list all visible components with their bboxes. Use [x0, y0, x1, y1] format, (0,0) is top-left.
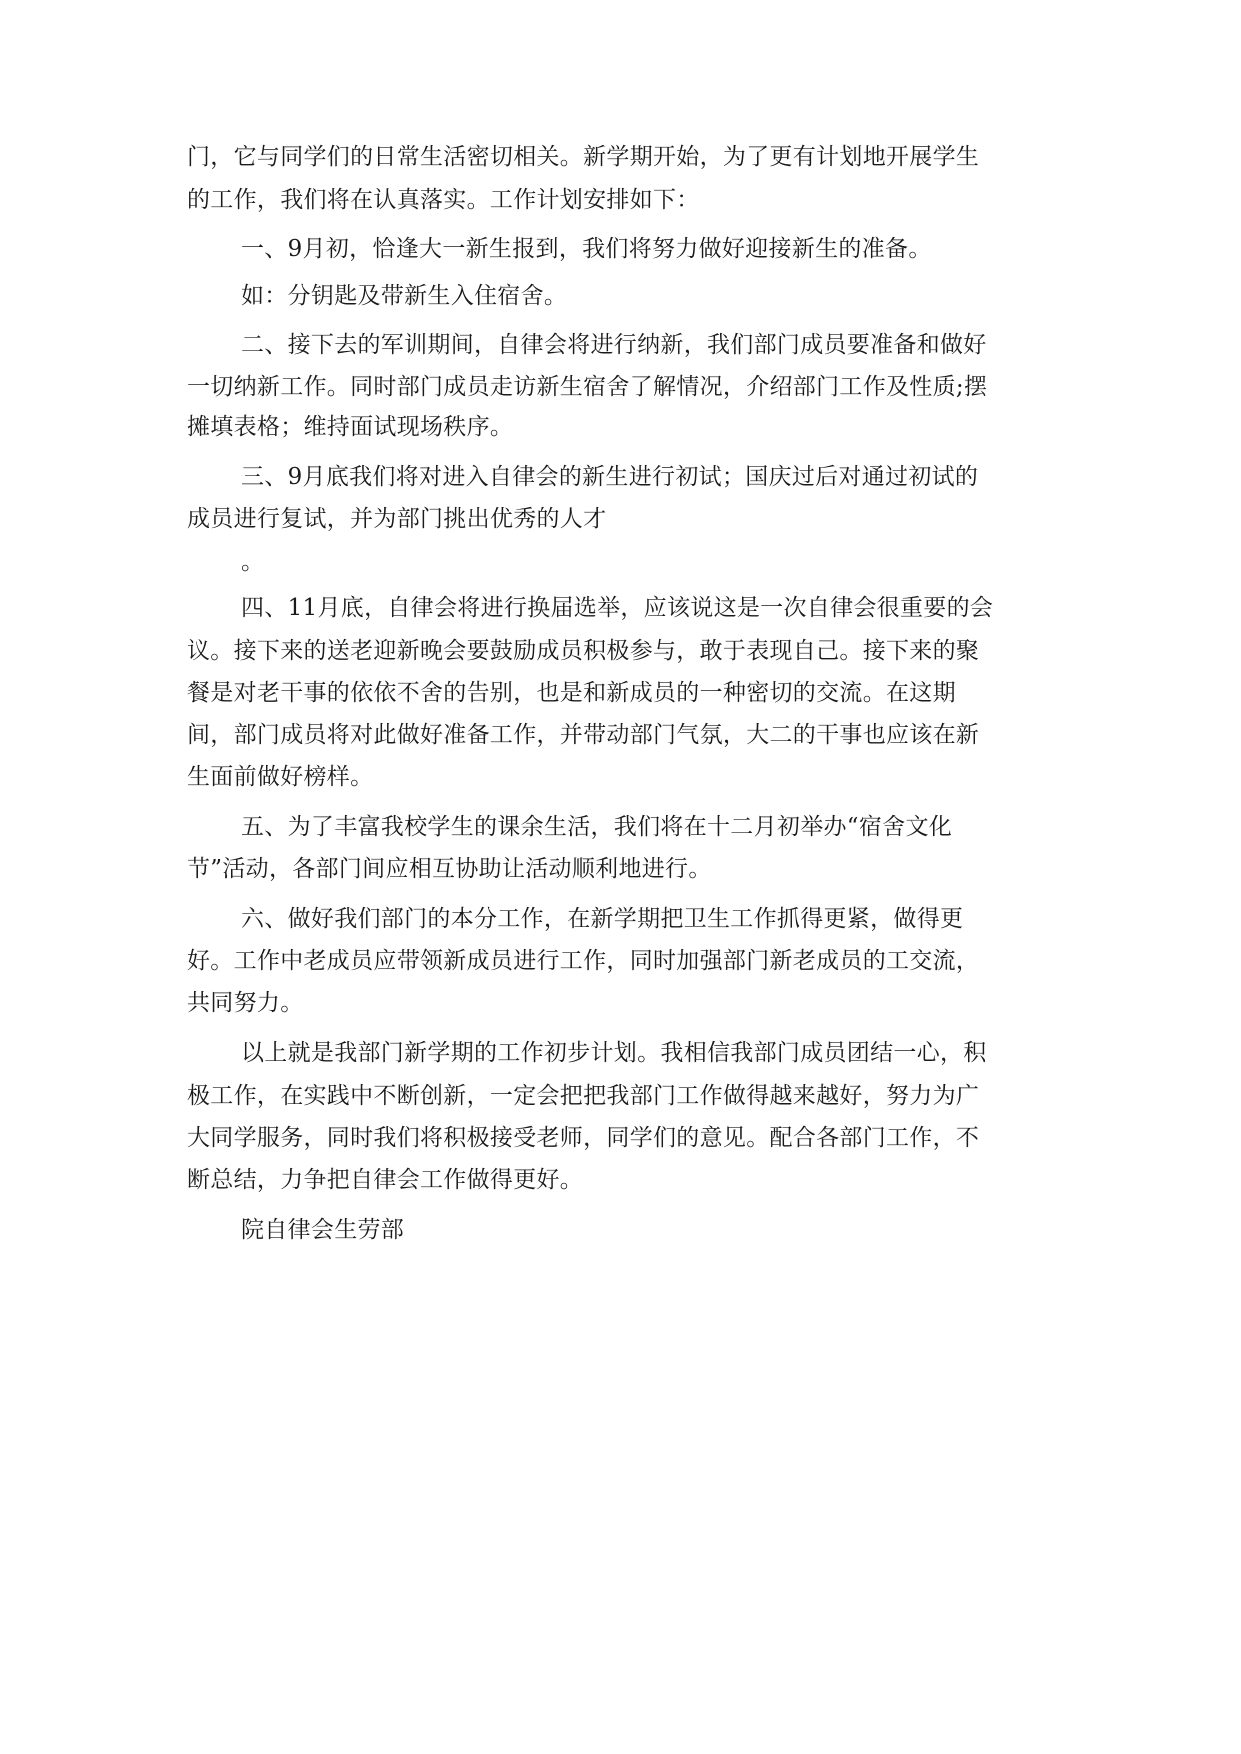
paragraph-line: 好。工作中老成员应带领新成员进行工作，同时加强部门新老成员的工交流，	[187, 948, 980, 974]
paragraph-line: 如：分钥匙及带新生入住宿舍。	[241, 283, 568, 309]
paragraph-line: 三、9月底我们将对进入自律会的新生进行初试；国庆过后对通过初试的	[241, 464, 979, 490]
paragraph-line: 断总结，力争把自律会工作做得更好。	[187, 1167, 584, 1193]
paragraph-line: 的工作，我们将在认真落实。工作计划安排如下：	[187, 187, 700, 213]
paragraph-line: 节”活动，各部门间应相互协助让活动顺利地进行。	[187, 856, 712, 882]
paragraph-line: 极工作，在实践中不断创新，一定会把把我部门工作做得越来越好，努力为广	[187, 1083, 980, 1109]
paragraph-line: 四、11月底，自律会将进行换届选举，应该说这是一次自律会很重要的会	[241, 595, 994, 621]
paragraph-line: 一、9月初，恰逢大一新生报到，我们将努力做好迎接新生的准备。	[241, 236, 932, 262]
paragraph-line: 餐是对老干事的依依不舍的告别，也是和新成员的一种密切的交流。在这期	[187, 680, 956, 706]
paragraph-line: 一切纳新工作。同时部门成员走访新生宿舍了解情况，介绍部门工作及性质;摆	[187, 374, 988, 400]
paragraph-line: 共同努力。	[187, 990, 304, 1016]
paragraph-line: 生面前做好榜样。	[187, 764, 374, 790]
paragraph-line: 。	[241, 549, 265, 575]
paragraph-line: 五、为了丰富我校学生的课余生活，我们将在十二月初举办“宿舍文化	[241, 814, 953, 840]
signature-line: 院自律会生劳部	[241, 1217, 405, 1243]
paragraph-line: 议。接下来的送老迎新晚会要鼓励成员积极参与，敢于表现自己。接下来的聚	[187, 638, 980, 664]
paragraph-line: 成员进行复试，并为部门挑出优秀的人才	[187, 506, 607, 532]
paragraph-line: 六、做好我们部门的本分工作，在新学期把卫生工作抓得更紧，做得更	[241, 906, 964, 932]
paragraph-line: 二、接下去的军训期间，自律会将进行纳新，我们部门成员要准备和做好	[241, 332, 987, 358]
paragraph-line: 以上就是我部门新学期的工作初步计划。我相信我部门成员团结一心，积	[241, 1040, 987, 1066]
paragraph-line: 间，部门成员将对此做好准备工作，并带动部门气氛，大二的干事也应该在新	[187, 722, 980, 748]
paragraph-line: 门，它与同学们的日常生活密切相关。新学期开始，为了更有计划地开展学生	[187, 144, 980, 170]
paragraph-line: 摊填表格；维持面试现场秩序。	[187, 414, 514, 440]
paragraph-line: 大同学服务，同时我们将积极接受老师，同学们的意见。配合各部门工作，不	[187, 1125, 980, 1151]
